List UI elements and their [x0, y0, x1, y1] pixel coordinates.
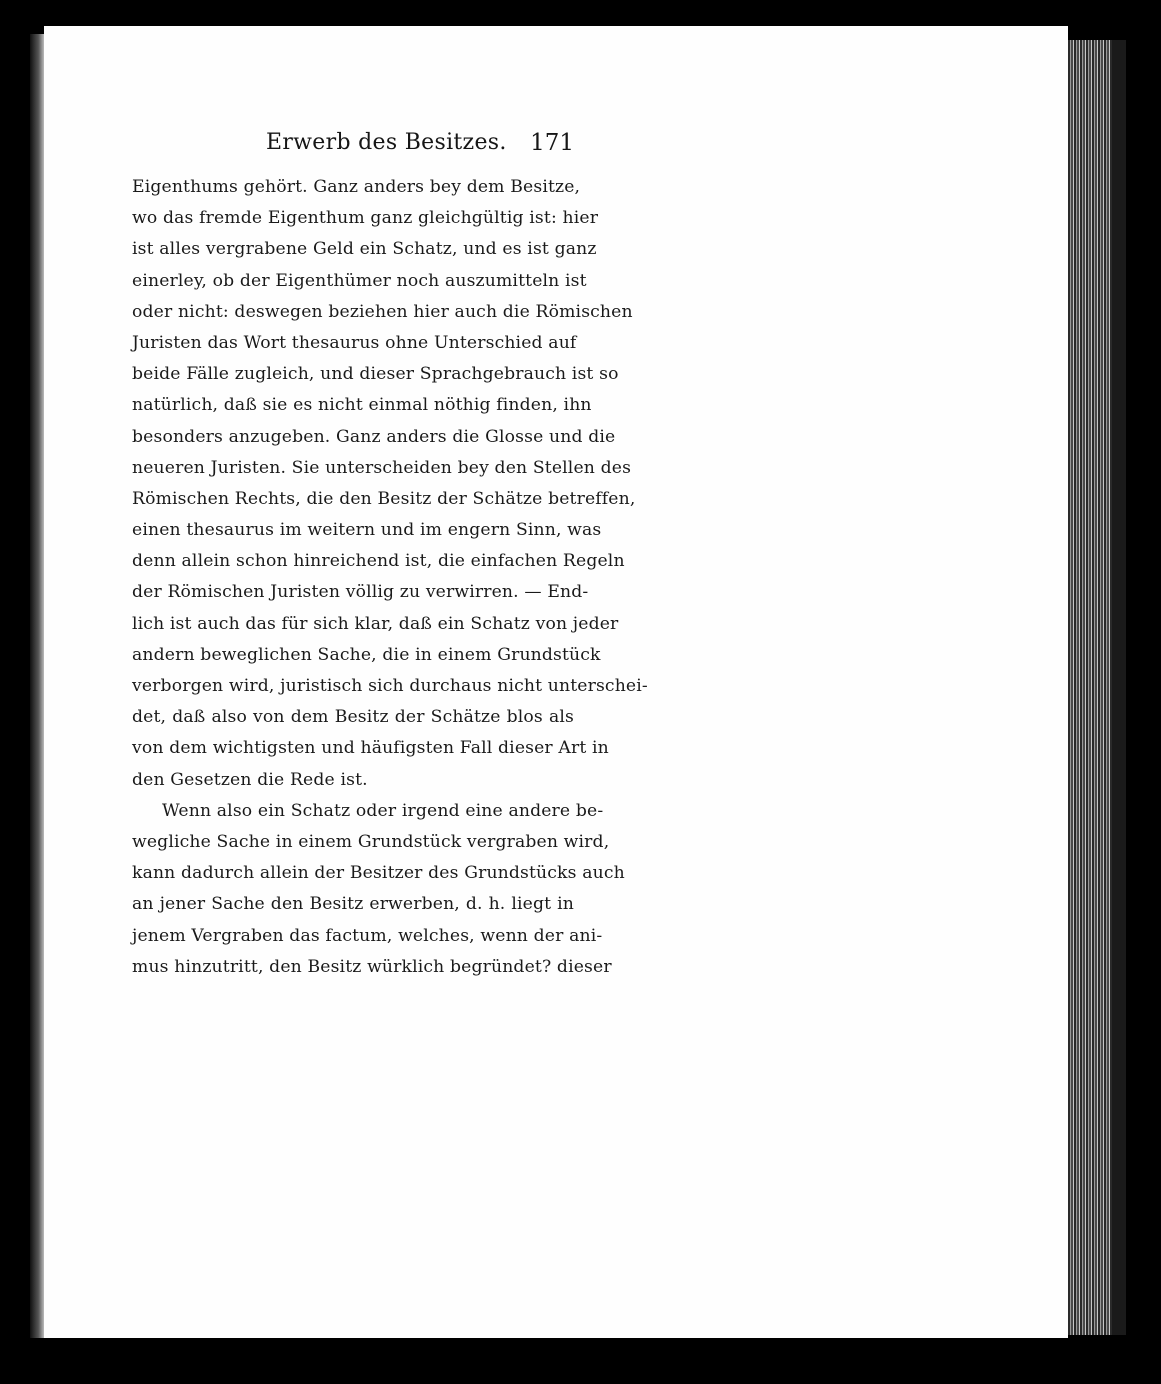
text-line: oder nicht: deswegen beziehen hier auch die Römischen: [132, 301, 633, 322]
book-page: [44, 26, 1068, 1338]
book-binding-edge: [30, 34, 44, 1338]
text-line: Römischen Rechts, die den Besitz der Schätze betreffen,: [132, 488, 636, 509]
running-title: Erwerb des Besitzes.: [266, 130, 507, 155]
text-line: einen thesaurus im weitern und im engern Sinn, was: [132, 520, 602, 541]
text-line: andern beweglichen Sache, die in einem Grundstück: [132, 644, 601, 665]
text-line: kann dadurch allein der Besitzer des Grundstücks auch: [132, 863, 625, 884]
text-line: einerley, ob der Eigenthümer noch auszumitteln ist: [132, 270, 587, 291]
text-line: lich ist auch das für sich klar, daß ein Schatz von jeder: [132, 613, 619, 634]
book-page-edges: [1060, 40, 1114, 1335]
text-line: mus hinzutritt, den Besitz würklich begründet? dieser: [132, 956, 612, 977]
running-head: [266, 130, 574, 162]
body-text: [132, 172, 648, 983]
text-line: wegliche Sache in einem Grundstück vergraben wird,: [132, 831, 610, 852]
book-edge-shadow: [1112, 40, 1126, 1335]
text-line: natürlich, daß sie es nicht einmal nöthig finden, ihn: [132, 395, 592, 416]
text-line: ist alles vergrabene Geld ein Schatz, und es ist ganz: [132, 239, 597, 260]
text-line: wo das fremde Eigenthum ganz gleichgültig ist: hier: [132, 208, 599, 229]
paragraph-start-line: Wenn also ein Schatz oder irgend eine andere be-: [162, 800, 604, 821]
text-line: jenem Vergraben das factum, welches, wenn der ani-: [132, 925, 603, 946]
paragraph-end-line: den Gesetzen die Rede ist.: [132, 769, 368, 790]
text-line: besonders anzugeben. Ganz anders die Glosse und die: [132, 426, 616, 447]
text-line: von dem wichtigsten und häufigsten Fall dieser Art in: [132, 738, 609, 759]
text-line: denn allein schon hinreichend ist, die einfachen Regeln: [132, 551, 625, 572]
page-number: 171: [530, 130, 574, 156]
text-line: Eigenthums gehört. Ganz anders bey dem Besitze,: [132, 177, 581, 197]
text-line: det, daß also von dem Besitz der Schätze blos als: [132, 707, 574, 728]
text-line: neueren Juristen. Sie unterscheiden bey den Stellen des: [132, 457, 632, 478]
text-line: an jener Sache den Besitz erwerben, d. h. liegt in: [132, 894, 574, 915]
text-line: beide Fälle zugleich, und dieser Sprachgebrauch ist so: [132, 364, 619, 385]
text-line: verborgen wird, juristisch sich durchaus nicht unterschei-: [132, 676, 648, 696]
text-line: Juristen das Wort thesaurus ohne Unterschied auf: [132, 332, 577, 353]
text-line: der Römischen Juristen völlig zu verwirren. — End-: [132, 582, 589, 603]
